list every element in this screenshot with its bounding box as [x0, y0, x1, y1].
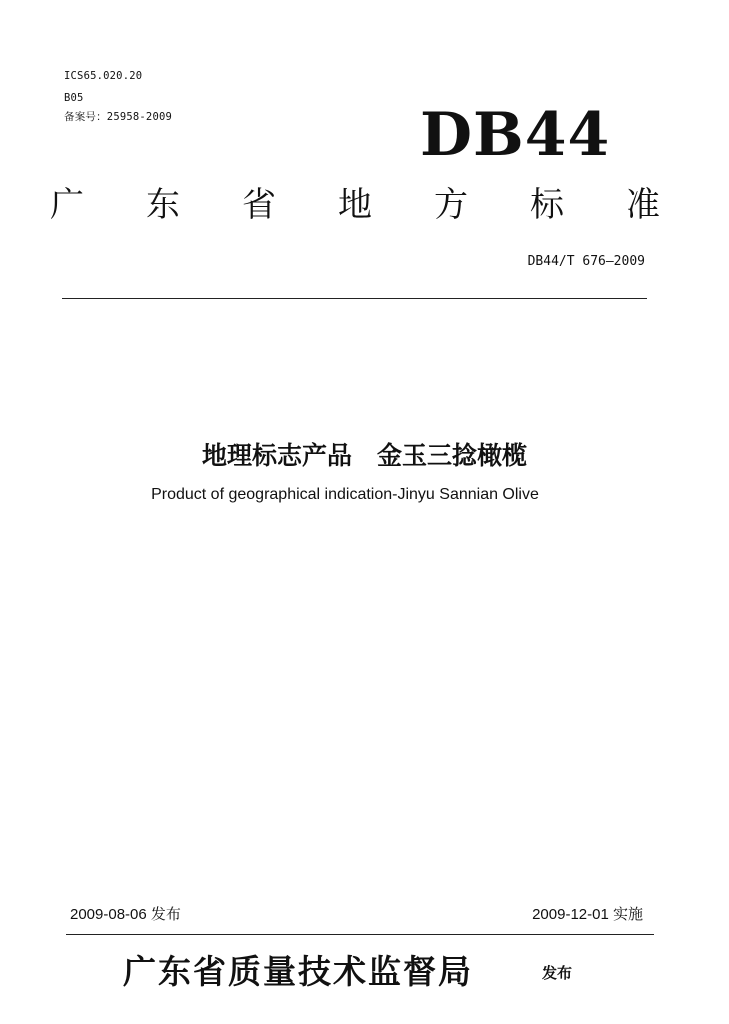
publish-label: 发布	[542, 964, 573, 982]
standard-type-char: 广	[50, 185, 84, 225]
record-number: 备案号：25958-2009	[64, 111, 173, 123]
footer-divider	[66, 934, 654, 935]
header-divider	[62, 298, 647, 299]
document-title-cn: 地理标志产品 金玉三捻橄榄	[201, 441, 527, 470]
standard-type-char: 地	[338, 185, 372, 225]
standard-type-char: 方	[434, 185, 468, 225]
document-title-en: Product of geographical indication-Jinyu Sannian Olive	[151, 486, 539, 503]
standard-code-logo: DB44	[420, 100, 611, 170]
issue-date: 2009-08-06 发布	[70, 906, 181, 923]
ics-code: ICS65.020.20	[64, 70, 143, 82]
standard-type-char: 东	[146, 185, 180, 225]
standard-type-char: 准	[626, 185, 660, 225]
classification-code: B05	[64, 92, 84, 104]
implementation-date: 2009-12-01 实施	[532, 906, 643, 923]
standard-type-heading	[50, 182, 660, 228]
issuing-authority: 广东省质量技术监督局	[123, 952, 473, 991]
standard-type-char: 省	[242, 185, 276, 225]
standard-type-char: 标	[530, 185, 564, 225]
standard-number: DB44/T 676—2009	[527, 254, 645, 269]
